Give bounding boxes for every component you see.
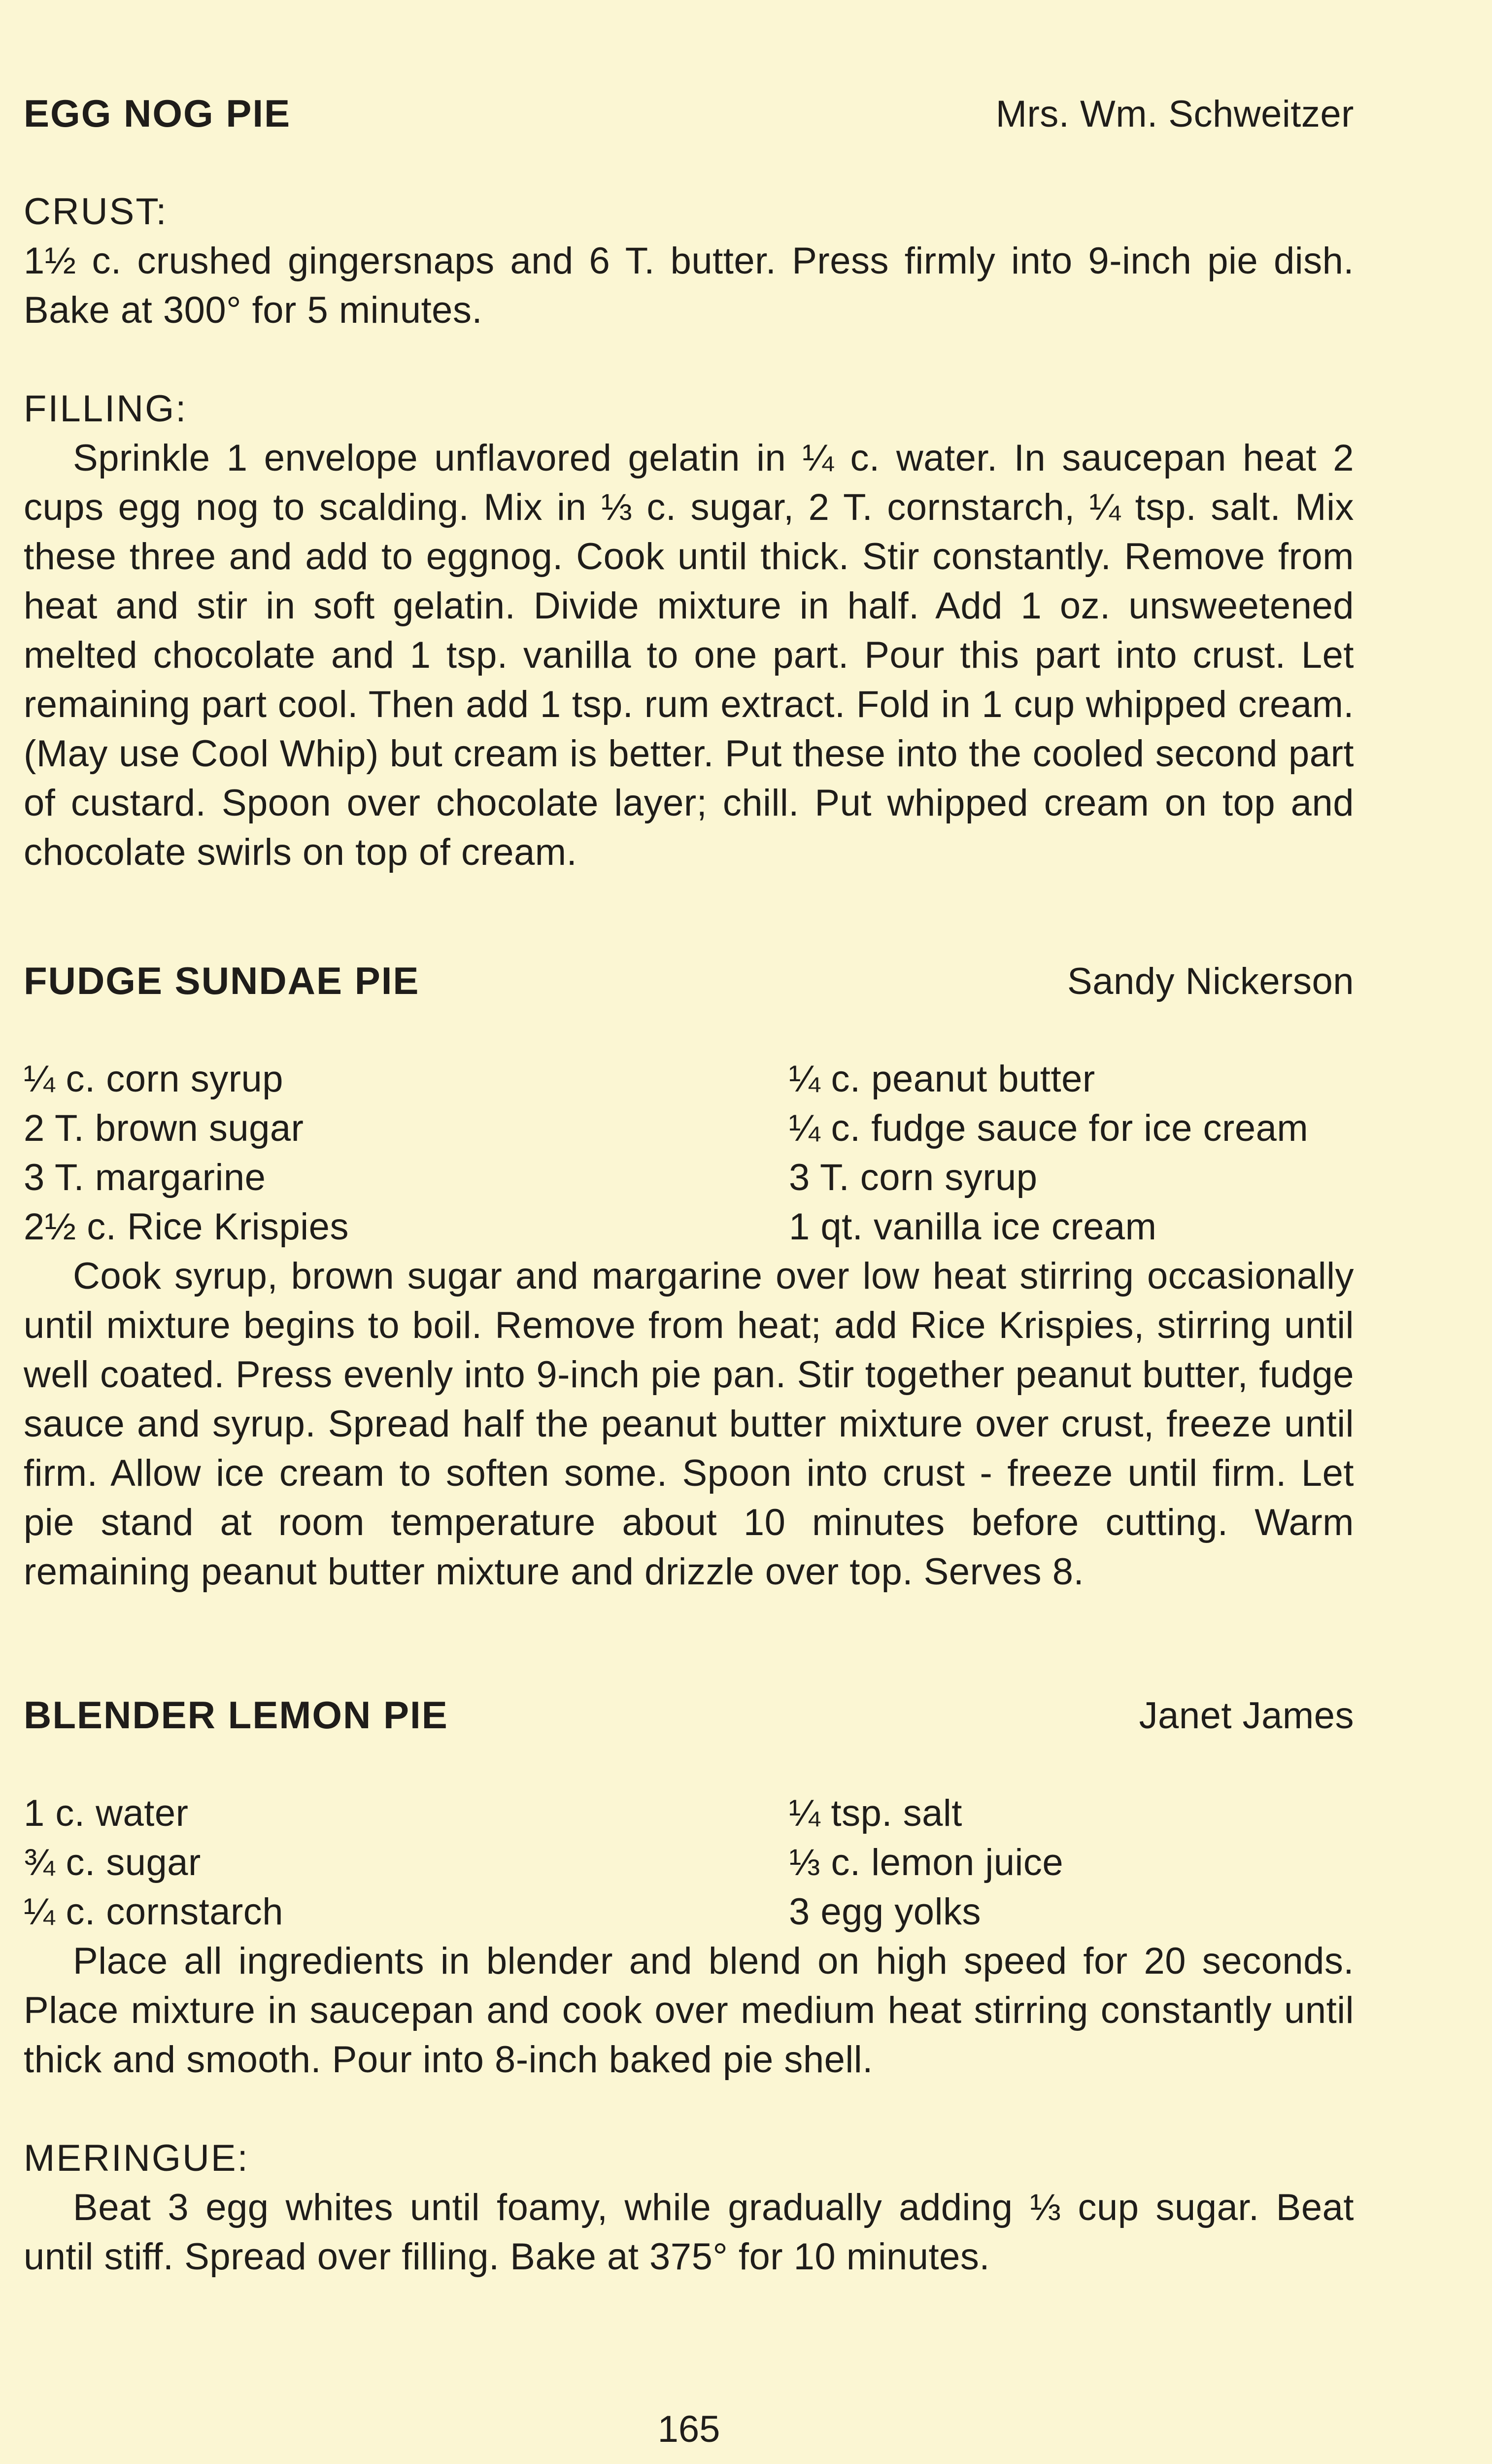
recipe-header (24, 1690, 1354, 1740)
meringue-label: MERINGUE: (24, 2137, 249, 2179)
filling-label: FILLING: (24, 388, 188, 430)
cookbook-page (24, 89, 1354, 2282)
ingredient-item: ¼ c. fudge sauce for ice cream (789, 1107, 1309, 1149)
ingredient-item: ¼ c. corn syrup (24, 1058, 284, 1100)
recipe-blender-lemon-pie (24, 1690, 1354, 2282)
ingredient-item: 2 T. brown sugar (24, 1107, 304, 1149)
ingredient-item: 3 T. margarine (24, 1157, 266, 1198)
recipe-fudge-sundae-pie (24, 956, 1354, 1597)
recipe-author: Sandy Nickerson (1067, 960, 1354, 1002)
filling-text: Sprinkle 1 envelope unflavored gelatin in ¼ c. water. In saucepan heat 2 cups egg nog to scalding. Mix in ⅓ c. sugar, 2 T. cornstarch, ¼ tsp. salt. Mix these three and add to eggnog. Cook until thick. Stir constantly. Remove from heat and stir in soft gelatin. Divide mixture in half. Add 1 oz. unsweetened melted chocolate and 1 tsp. vanilla to one part. Pour this part into crust. Let remaining part cool. Then add 1 tsp. rum extract. Fold in 1 cup whipped cream. (May use Cool Whip) but cream is better. Put these into the cooled second part of custard. Spoon over chocolate layer; chill. Put whipped cream on top and chocolate swirls on top of cream. (24, 437, 1354, 873)
ingredient-item: 3 egg yolks (789, 1891, 981, 1933)
recipe-author: Mrs. Wm. Schweitzer (995, 93, 1354, 135)
recipe-header (24, 956, 1354, 1005)
ingredient-item: ¼ tsp. salt (789, 1792, 962, 1834)
ingredient-item: 3 T. corn syrup (789, 1157, 1038, 1198)
ingredient-item: 1 qt. vanilla ice cream (789, 1206, 1157, 1248)
recipe-title: EGG NOG PIE (24, 92, 291, 135)
recipe-title: FUDGE SUNDAE PIE (24, 959, 420, 1002)
page-number: 165 (657, 2408, 720, 2450)
ingredient-list (24, 1789, 1354, 1937)
directions-text: Cook syrup, brown sugar and margarine over low heat stirring occasionally until mixture begins to boil. Remove from heat; add Rice Krispies, stirring until well coated. Press evenly into 9-inch pie pan. Stir together peanut butter, fudge sauce and syrup. Spread half the peanut butter mixture over crust, freeze until firm. Allow ice cream to soften some. Spoon into crust - freeze until firm. Let pie stand at room temperature about 10 minutes before cutting. Warm remaining peanut butter mixture and drizzle over top. Serves 8. (24, 1255, 1354, 1593)
directions-text: Place all ingredients in blender and blend on high speed for 20 seconds. Place mixture in saucepan and cook over medium heat stirring constantly until thick and smooth. Pour into 8-inch baked pie shell. (24, 1940, 1354, 2081)
ingredient-item: ¼ c. peanut butter (789, 1058, 1095, 1100)
ingredient-item: 2½ c. Rice Krispies (24, 1206, 349, 1248)
ingredient-item: ¾ c. sugar (24, 1842, 201, 1883)
recipe-header (24, 89, 1354, 138)
crust-label: CRUST: (24, 191, 168, 233)
ingredient-item: ¼ c. cornstarch (24, 1891, 284, 1933)
ingredient-item: 1 c. water (24, 1792, 189, 1834)
crust-text: 1½ c. crushed gingersnaps and 6 T. butter. Press firmly into 9-inch pie dish. Bake at 300° for 5 minutes. (24, 240, 1354, 331)
ingredient-item: ⅓ c. lemon juice (789, 1842, 1064, 1883)
recipe-author: Janet James (1139, 1695, 1354, 1737)
meringue-text: Beat 3 egg whites until foamy, while gradually adding ⅓ cup sugar. Beat until stiff. Spread over filling. Bake at 375° for 10 minutes. (24, 2187, 1354, 2278)
recipe-title: BLENDER LEMON PIE (24, 1693, 448, 1737)
ingredient-list (24, 1055, 1354, 1252)
recipe-egg-nog-pie (24, 89, 1354, 877)
